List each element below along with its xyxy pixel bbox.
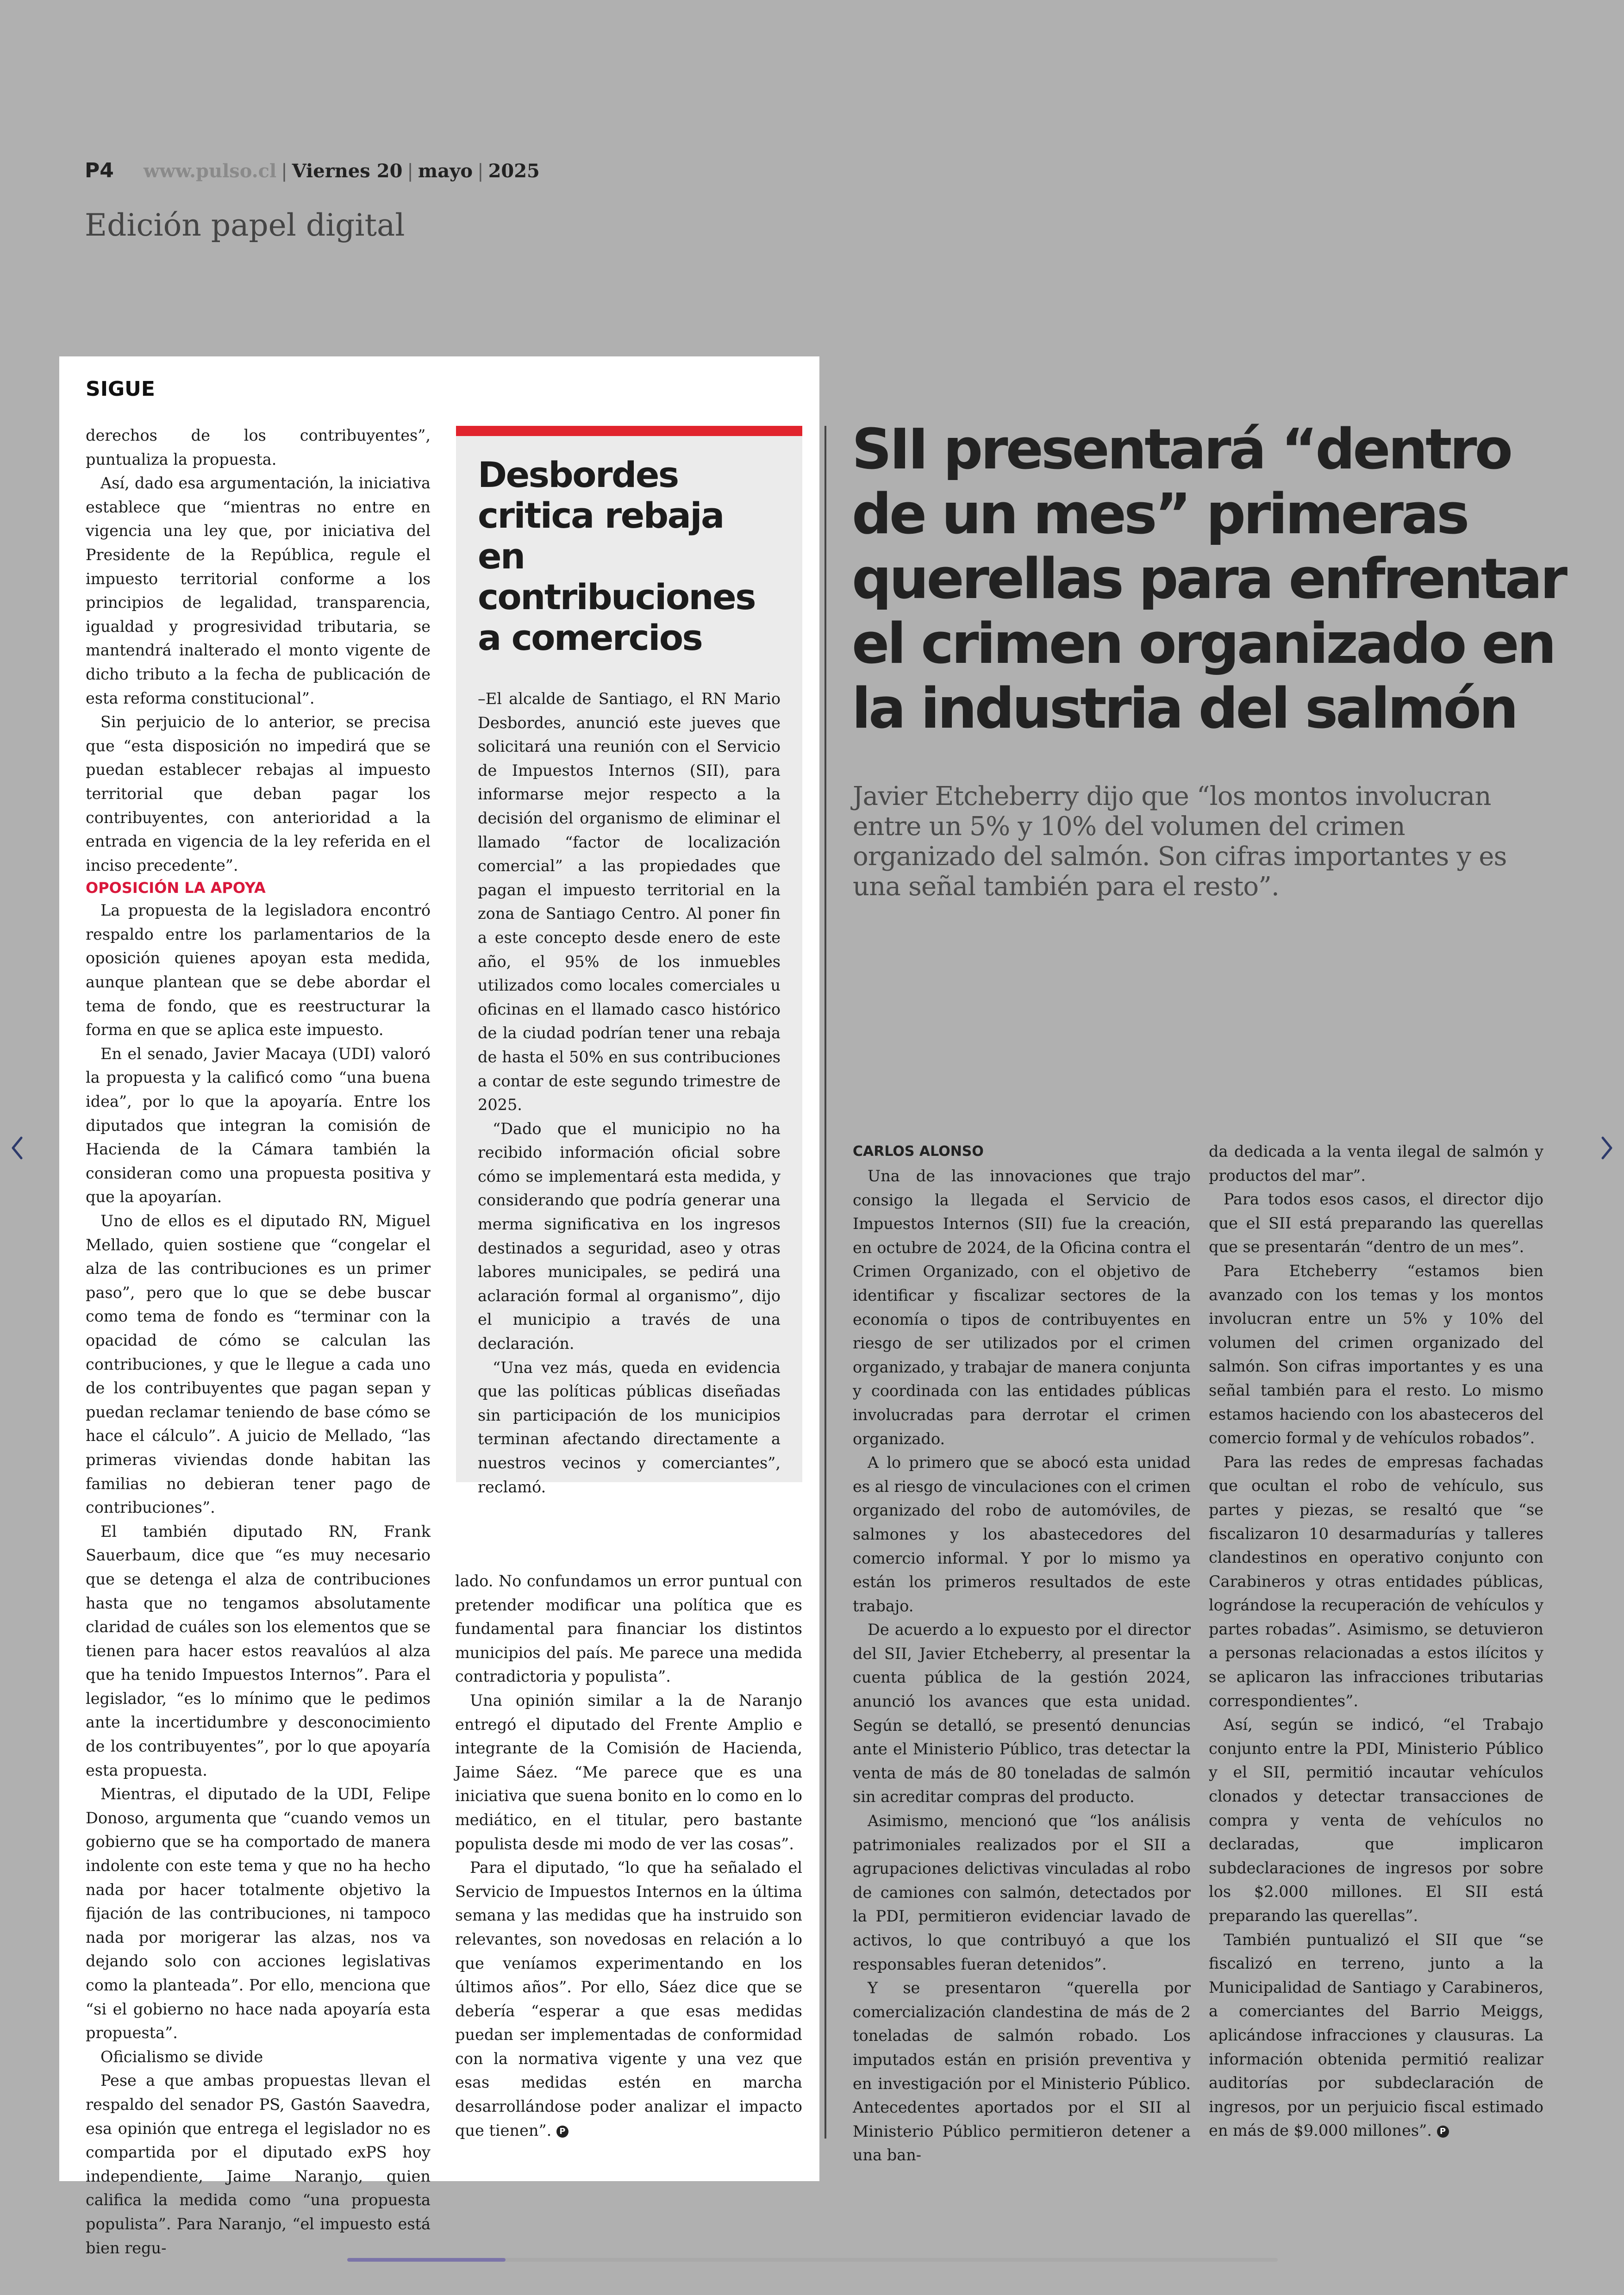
subheading: OPOSICIÓN LA APOYA <box>86 879 266 897</box>
paragraph: Para las redes de empresas fachadas que ocultan el robo de vehículo, sus partes y piezas, se resaltó que “se fiscalizaron 10 desarmadurías y talleres clandestinos en operativo conjunto con Carabineros y otras entidades públicas, lográndose la recuperación de vehículos y partes robadas”. Asimismo, se detuvieron a personas relacionadas a estos ilícitos y se aplicaron las infracciones tributarias correspondientes”. <box>1209 1453 1543 1710</box>
end-mark-icon: P <box>556 2126 568 2138</box>
chevron-right-icon <box>1593 1129 1620 1166</box>
next-page-button[interactable] <box>1593 1129 1620 1166</box>
sidebar-title: Desbordes critica rebaja en contribuciones a comercios <box>478 454 755 658</box>
paragraph: Una opinión similar a la de Naranjo entregó el diputado del Frente Amplio e integrante de la Comisión de Hacienda, Jaime Sáez. “Me parece que es una iniciativa que suena bonito en lo como en lo mediático, en el titular, pero bastante populista desde mi modo de ver las cosas”. <box>455 1691 802 1853</box>
column-divider <box>824 426 826 2139</box>
paragraph-text: Para el diputado, “lo que ha señalado el Servicio de Impuestos Internos en la última semana y las medidas que ha instruido son relevantes, son novedosas en relación a lo que veníamos experimentando en los últimos años”. Por ello, Sáez dice que se debería “esperar a que esas medidas puedan ser implementadas de conformidad con la normativa vigente y una vez que esas medidas estén en marcha desarrollándose poder analizar el impacto que tienen”. <box>455 1858 802 2139</box>
story-column-2 <box>1209 1140 1543 2144</box>
sidebar-box <box>456 426 802 1496</box>
section-label: SIGUE <box>86 377 155 401</box>
paragraph: Sin perjuicio de lo anterior, se precisa que “esta disposición no impedirá que se puedan establecer rebajas al impuesto territorial que deban pagar los contribuyentes, con anterioridad a la entrada en vigencia de la ley referida en el inciso precedente”. <box>86 713 431 874</box>
paragraph: lado. No confundamos un error puntual con pretender modificar una política que es fundamental para financiar los distintos municipios del país. Me parece una medida contradictoria y populista”. <box>455 1572 802 1686</box>
page-progress-fill <box>347 2258 506 2262</box>
page-header: P4 www.pulso.cl | Viernes 20 | mayo | 2025 <box>85 159 540 182</box>
paragraph: El también diputado RN, Frank Sauerbaum, dice que “es muy necesario que se detenga el alza de contribuciones hasta que no tengamos absolutamente claridad de cuáles son los elementos que se tienen para hacer estos reavalúos al alza que ha tenido Impuestos Internos”. Para el legislador, “es lo mínimo que le pedimos ante la incertidumbre y desconocimiento de los contribuyentes”, por lo que apoyaría esta propuesta. <box>86 1522 431 1779</box>
paragraph: Para todos esos casos, el director dijo que el SII está preparando las querellas que se presentarán “dentro de un mes”. <box>1209 1190 1543 1256</box>
deck-subtitle: Javier Etcheberry dijo que “los montos involucran entre un 5% y 10% del volumen del crimen organizado del salmón. Son cifras importantes y es una señal también para el resto”. <box>853 781 1507 902</box>
paragraph: Asimismo, mencionó que “los análisis patrimoniales realizados por el SII a agrupaciones delictivas vinculadas al robo de camiones con salmón, detectados por la PDI, permitieron evidenciar lavado de activos, lo que contribuyó a que los responsables fueran detenidos”. <box>853 1812 1191 1973</box>
paragraph <box>1209 1928 1543 2143</box>
chevron-left-icon <box>4 1129 31 1166</box>
paragraph: –El alcalde de Santiago, el RN Mario Desbordes, anunció este jueves que solicitará una reunión con el Servicio de Impuestos Internos (SII), para informarse mejor respecto a la decisión del organismo de eliminar el llamado “factor de localización comercial” a las propiedades que pagan el impuesto territorial en la zona de Santiago Centro. Al poner fin a este concepto desde enero de este año, el 95% de los inmuebles utilizados como locales comerciales u oficinas en el llamado casco histórico de la ciudad podrían tener una rebaja de hasta el 50% en sus contribuciones a contar de este segundo trimestre de 2025. <box>478 690 781 1114</box>
paragraph: Uno de ellos es el diputado RN, Miguel Mellado, quien sostiene que “congelar el alza de las contribuciones es un primer paso”, pero que lo que se debe buscar como tema de fondo es “terminar con la opacidad de cómo se calculan las contribuciones, y que le llegue a cada uno de los contribuyentes que pagan sepan y puedan reclamar teniendo de base cómo se hace el cálculo”. A juicio de Mellado, “las primeras viviendas donde habitan las familias no debieran tener pago de contribuciones”. <box>86 1212 431 1517</box>
byline: CARLOS ALONSO <box>853 1143 984 1160</box>
paragraph: A lo primero que se abocó esta unidad es al riesgo de vinculaciones con el crimen organizado del robo de automóviles, de salmones y los abastecedores del comercio informal. Y por lo mismo ya están los primeros resultados de este trabajo. <box>853 1453 1191 1615</box>
continuation-column <box>455 1569 802 2148</box>
date-year: 2025 <box>488 160 540 182</box>
paragraph: derechos de los contribuyentes”, puntualiza la propuesta. <box>86 426 431 468</box>
page-progress-bar[interactable] <box>347 2258 1278 2262</box>
paragraph: De acuerdo a lo expuesto por el director del SII, Javier Etcheberry, al presentar la cuenta pública de la gestión 2024, anunció los avances que esta unidad. Según se detalló, se presentó denuncias ante el Ministerio Público, tras detectar la venta de más de 80 toneladas de salmón sin acreditar compras del producto. <box>853 1621 1191 1806</box>
paragraph: Así, dado esa argumentación, la iniciativa establece que “mientras no entre en vigencia una ley que, por iniciativa del Presidente de la República, regule el impuesto territorial conforme a los principios de legalidad, transparencia, igualdad y progresividad tributaria, se mantendrá inalterado el monto vigente de dicho tributo a la fecha de publicación de esta reforma constitucional”. <box>86 474 431 707</box>
paragraph: Pese a que ambas propuestas llevan el respaldo del senador PS, Gastón Saavedra, esa opinión que entrega el legislador no es compartida por el diputado exPS hoy independiente, Jaime Naranjo, quien califica la medida como “una propuesta populista”. Para Naranjo, “el impuesto está bien regu- <box>86 2071 431 2257</box>
paragraph: Y se presentaron “querella por comercialización clandestina de más de 2 toneladas de salmón robado. Los imputados están en prisión preventiva y en investigación por el Ministerio Público. Antecedentes aportados por el SII al Ministerio Público permitieron detener a una ban- <box>853 1979 1191 2164</box>
paragraph: Una de las innovaciones que trajo consigo la llegada el Servicio de Impuestos Internos (SII) fue la creación, en octubre de 2024, de la Oficina contra el Crimen Organizado, con el objetivo de identificar y fiscalizar sectores de la economía o tipos de contribuyentes en riesgo de ser utilizados por el crimen organizado, y trabajar de manera conjunta y coordinada con las entidades públicas involucradas para derrotar el crimen organizado. <box>853 1167 1191 1448</box>
main-headline: SII presentará “dentro de un mes” primeras querellas para enfrentar el crimen organizado en la industria del salmón <box>852 418 1566 741</box>
site-url[interactable]: www.pulso.cl <box>143 160 277 182</box>
paragraph <box>455 1856 802 2142</box>
paragraph: La propuesta de la legisladora encontró respaldo entre los parlamentarios de la oposición quienes apoyan esta medida, aunque plantean que se debe abordar el tema de fondo, que es reestructurar la forma en que se aplica este impuesto. <box>86 901 431 1039</box>
date-day: Viernes 20 <box>292 160 403 182</box>
story-column-1 <box>853 1164 1191 2164</box>
paragraph: Mientras, el diputado de la UDI, Felipe Donoso, argumenta que “cuando vemos un gobierno que se ha comportado de manera indolente con este tema y que no ha hecho nada por hacer totalmente objetivo la fijación de las contribuciones, ni tampoco nada por morigerar las alzas, nos va dejando solo con acciones legislativas como la planteada”. Por ello, menciona que “si el gobierno no hace nada apoyaría esta propuesta”. <box>86 1785 431 2042</box>
paragraph: Así, según se indicó, “el Trabajo conjunto entre la PDI, Ministerio Público y el SII, permitió incautar vehículos clonados y detectar transacciones de compra y venta de vehículos no declaradas, que implicaron subdeclaraciones de ingresos por sobre los $2.000 millones. El SII está preparando las querellas”. <box>1209 1715 1543 1925</box>
previous-page-button[interactable] <box>4 1129 31 1166</box>
sidebar-body <box>478 687 781 1499</box>
paragraph: En el senado, Javier Macaya (UDI) valoró la propuesta y la calificó como “una buena idea”, por lo que la apoyaría. Entre los diputados que integran la comisión de Hacienda de la Cámara también la consideran como una propuesta positiva y que la apoyarían. <box>86 1044 431 1206</box>
page-number: P4 <box>85 159 114 182</box>
paragraph: da dedicada a la venta ilegal de salmón y productos del mar”. <box>1209 1142 1543 1185</box>
paragraph: “Una vez más, queda en evidencia que las políticas públicas diseñadas sin participación de los municipios terminan afectando directamente a nuestros vecinos y comerciantes”, reclamó. <box>478 1358 781 1496</box>
end-mark-icon: P <box>1437 2126 1449 2138</box>
inline-subheading: Oficialismo se divide <box>100 2047 263 2066</box>
left-column <box>86 424 431 2257</box>
paragraph-text: También puntualizó el SII que “se fiscalizó en terreno, junto a la Municipalidad de Santiago y Carabineros, a comerciantes del Barrio Meiggs, aplicándose infracciones y clausuras. La información obtenida permitió realizar auditorías por subdeclaración de ingresos, por un perjuicio fiscal estimado en más de $9.000 millones”. <box>1209 1930 1543 2140</box>
paragraph: Para Etcheberry “estamos bien avanzado con los temas y los montos involucran entre un 5% y 10% del volumen del crimen organizado del salmón. Son cifras importantes y es una señal también para el resto. Lo mismo estamos haciendo con los abasteceros del comercio formal y de vehículos robados”. <box>1209 1261 1543 1447</box>
edition-label: Edición papel digital <box>85 207 405 243</box>
paragraph: “Dado que el municipio no ha recibido información oficial sobre cómo se implementará esta medida, y considerando que podría generar una merma significativa en los ingresos destinados a seguridad, aseo y otras labores municipales, se pedirá una aclaración formal al organismo”, dijo el municipio a través de una declaración. <box>478 1119 781 1353</box>
date-month: mayo <box>418 160 473 182</box>
